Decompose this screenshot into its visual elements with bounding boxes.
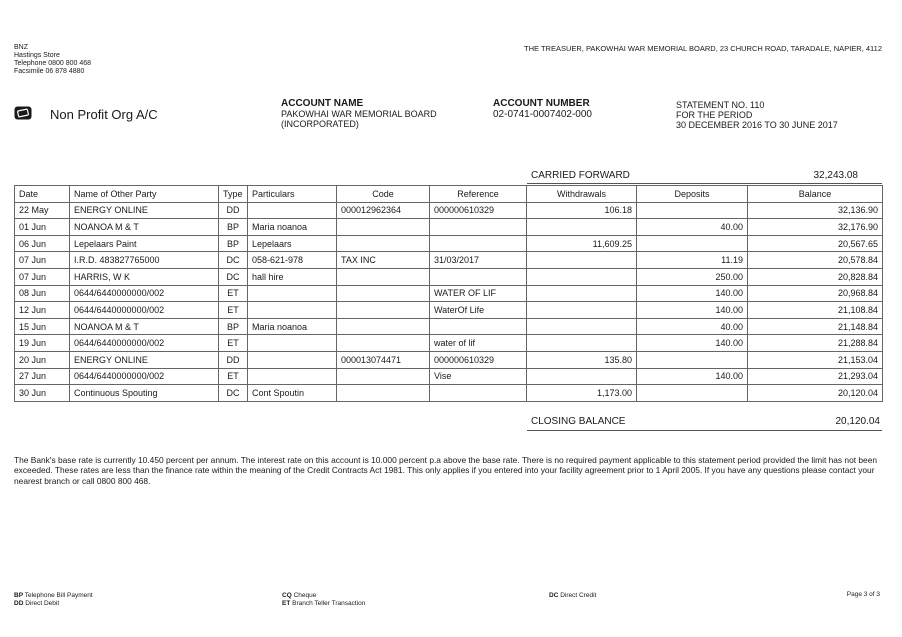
table-row [15, 368, 883, 385]
cell-party: I.R.D. 483827765000 [70, 252, 219, 269]
cell-particulars [248, 368, 337, 385]
cell-withdrawals [527, 368, 637, 385]
account-name-line2: (INCORPORATED) [281, 119, 359, 129]
cell-deposits: 40.00 [637, 318, 748, 335]
cell-party: HARRIS, W K [70, 268, 219, 285]
cell-code [337, 318, 430, 335]
cell-balance: 21,108.84 [748, 302, 883, 319]
cell-reference: Vise [430, 368, 527, 385]
cell-withdrawals [527, 318, 637, 335]
table-header-row [15, 186, 883, 203]
legend-column-1 [14, 592, 93, 608]
cell-code [337, 368, 430, 385]
cell-code [337, 302, 430, 319]
cell-reference: WATER OF LIF [430, 285, 527, 302]
cell-withdrawals: 11,609.25 [527, 235, 637, 252]
col-header-withdrawals: Withdrawals [527, 186, 637, 203]
cell-code: TAX INC [337, 252, 430, 269]
cell-reference: 000000610329 [430, 202, 527, 219]
bank-address-block [14, 44, 91, 76]
cell-party: NOANOA M & T [70, 219, 219, 236]
cell-reference [430, 268, 527, 285]
cell-date: 06 Jun [15, 235, 70, 252]
table-row [15, 285, 883, 302]
cell-date: 12 Jun [15, 302, 70, 319]
cell-balance: 20,578.84 [748, 252, 883, 269]
cell-date: 19 Jun [15, 335, 70, 352]
legend-bp-text: Telephone Bill Payment [24, 592, 93, 599]
cell-type: BP [219, 219, 248, 236]
cell-code [337, 285, 430, 302]
cell-party: ENERGY ONLINE [70, 202, 219, 219]
bank-card-icon [14, 106, 32, 120]
cell-particulars: Maria noanoa [248, 318, 337, 335]
cell-date: 30 Jun [15, 385, 70, 402]
bank-name: BNZ [14, 44, 28, 51]
cell-particulars [248, 285, 337, 302]
cell-deposits [637, 385, 748, 402]
statement-period: 30 DECEMBER 2016 TO 30 JUNE 2017 [676, 120, 838, 130]
account-name-block [281, 98, 437, 129]
closing-balance-rule [527, 430, 882, 431]
statement-period-label: FOR THE PERIOD [676, 110, 753, 120]
col-header-particulars: Particulars [248, 186, 337, 203]
cell-code [337, 385, 430, 402]
legend-dd-code: DD [14, 600, 24, 607]
legend-column-2 [282, 592, 365, 608]
table-row [15, 252, 883, 269]
cell-type: ET [219, 302, 248, 319]
cell-type: DC [219, 252, 248, 269]
cell-deposits: 11.19 [637, 252, 748, 269]
legend-bp-code: BP [14, 592, 24, 599]
cell-party: ENERGY ONLINE [70, 351, 219, 368]
cell-deposits: 140.00 [637, 368, 748, 385]
cell-balance: 20,968.84 [748, 285, 883, 302]
cell-withdrawals [527, 285, 637, 302]
table-row [15, 219, 883, 236]
cell-type: ET [219, 335, 248, 352]
interest-rate-disclaimer: The Bank's base rate is currently 10.450 percent per annum. The interest rate on this account is 10.000 percent p.a above the base rate. There is no required payment applicable to this statement period provided the limit has not been exceeded. These rates are less than the finance rate within the meaning of the Credit Contracts Act 1981. This only applies if you entered into your facility agreement prior to 1 April 2005. If you have any questions please contact your nearest branch or call 0800 800 468. [14, 455, 878, 486]
cell-withdrawals [527, 252, 637, 269]
cell-reference [430, 235, 527, 252]
statement-number: STATEMENT NO. 110 [676, 100, 765, 110]
carried-forward-label: CARRIED FORWARD [531, 170, 630, 181]
cell-reference [430, 219, 527, 236]
statement-block [676, 100, 838, 130]
cell-date: 15 Jun [15, 318, 70, 335]
col-header-reference: Reference [430, 186, 527, 203]
cell-date: 20 Jun [15, 351, 70, 368]
cell-particulars: Maria noanoa [248, 219, 337, 236]
cell-date: 01 Jun [15, 219, 70, 236]
account-number-block [493, 98, 592, 120]
col-header-type: Type [219, 186, 248, 203]
col-header-deposits: Deposits [637, 186, 748, 203]
account-name-line1: PAKOWHAI WAR MEMORIAL BOARD [281, 109, 437, 119]
cell-code [337, 335, 430, 352]
cell-deposits: 140.00 [637, 335, 748, 352]
cell-reference: water of lif [430, 335, 527, 352]
table-row [15, 235, 883, 252]
cell-reference: 31/03/2017 [430, 252, 527, 269]
cell-code [337, 235, 430, 252]
cell-date: 22 May [15, 202, 70, 219]
cell-type: ET [219, 368, 248, 385]
col-header-code: Code [337, 186, 430, 203]
cell-deposits [637, 235, 748, 252]
carried-forward-value: 32,243.08 [813, 170, 858, 181]
cell-code [337, 268, 430, 285]
account-name-label: ACCOUNT NAME [281, 98, 364, 109]
legend-cq-code: CQ [282, 592, 292, 599]
bank-branch: Hastings Store [14, 52, 60, 59]
cell-party: Continuous Spouting [70, 385, 219, 402]
col-header-balance: Balance [748, 186, 883, 203]
cell-date: 08 Jun [15, 285, 70, 302]
cell-type: DD [219, 202, 248, 219]
table-row [15, 335, 883, 352]
table-row [15, 351, 883, 368]
cell-date: 07 Jun [15, 268, 70, 285]
cell-deposits [637, 202, 748, 219]
account-type: Non Profit Org A/C [50, 107, 158, 122]
cell-balance: 32,176.90 [748, 219, 883, 236]
cell-particulars [248, 335, 337, 352]
account-number-label: ACCOUNT NUMBER [493, 98, 590, 109]
cell-balance: 21,148.84 [748, 318, 883, 335]
cell-type: ET [219, 285, 248, 302]
page-number: Page 3 of 3 [846, 591, 880, 598]
table-row [15, 268, 883, 285]
carried-forward-rule [527, 183, 882, 184]
col-header-date: Date [15, 186, 70, 203]
cell-balance: 32,136.90 [748, 202, 883, 219]
account-number: 02-0741-0007402-000 [493, 109, 592, 120]
cell-deposits: 140.00 [637, 285, 748, 302]
cell-type: BP [219, 318, 248, 335]
cell-balance: 21,153.04 [748, 351, 883, 368]
closing-balance-label: CLOSING BALANCE [531, 416, 626, 427]
cell-code: 000013074471 [337, 351, 430, 368]
cell-withdrawals [527, 302, 637, 319]
recipient-address: THE TREASUER, PAKOWHAI WAR MEMORIAL BOARD, 23 CHURCH ROAD, TARADALE, NAPIER, 4112 [524, 44, 882, 53]
cell-particulars: Cont Spoutin [248, 385, 337, 402]
cell-date: 27 Jun [15, 368, 70, 385]
cell-party: 0644/6440000000/002 [70, 285, 219, 302]
cell-code [337, 219, 430, 236]
cell-withdrawals [527, 268, 637, 285]
transactions-body [15, 202, 883, 401]
cell-balance: 20,828.84 [748, 268, 883, 285]
cell-particulars [248, 351, 337, 368]
cell-balance: 20,120.04 [748, 385, 883, 402]
cell-withdrawals: 1,173.00 [527, 385, 637, 402]
cell-reference: 000000610329 [430, 351, 527, 368]
legend-et-text: Branch Teller Transaction [292, 600, 366, 607]
table-row [15, 202, 883, 219]
cell-withdrawals: 135.80 [527, 351, 637, 368]
table-row [15, 302, 883, 319]
cell-particulars [248, 202, 337, 219]
closing-balance-value: 20,120.04 [835, 416, 880, 427]
cell-particulars: 058-621-978 [248, 252, 337, 269]
cell-type: DC [219, 385, 248, 402]
cell-balance: 21,293.04 [748, 368, 883, 385]
cell-reference: WaterOf Life [430, 302, 527, 319]
table-row [15, 385, 883, 402]
cell-party: NOANOA M & T [70, 318, 219, 335]
cell-deposits: 140.00 [637, 302, 748, 319]
bank-telephone: Telephone 0800 800 468 [14, 60, 92, 67]
cell-party: 0644/6440000000/002 [70, 368, 219, 385]
cell-type: BP [219, 235, 248, 252]
cell-deposits: 40.00 [637, 219, 748, 236]
legend-dc-code: DC [549, 592, 559, 599]
cell-date: 07 Jun [15, 252, 70, 269]
cell-deposits [637, 351, 748, 368]
col-header-party: Name of Other Party [70, 186, 219, 203]
legend-dd-text: Direct Debit [25, 600, 60, 607]
cell-particulars: hall hire [248, 268, 337, 285]
cell-party: Lepelaars Paint [70, 235, 219, 252]
cell-reference [430, 318, 527, 335]
cell-reference [430, 385, 527, 402]
cell-type: DC [219, 268, 248, 285]
cell-particulars [248, 302, 337, 319]
legend-et-code: ET [282, 600, 291, 607]
cell-balance: 20,567.65 [748, 235, 883, 252]
cell-code: 000012962364 [337, 202, 430, 219]
cell-party: 0644/6440000000/002 [70, 335, 219, 352]
legend-dc-text: Direct Credit [560, 592, 597, 599]
legend-column-3 [549, 592, 596, 600]
cell-withdrawals [527, 335, 637, 352]
cell-deposits: 250.00 [637, 268, 748, 285]
cell-particulars: Lepelaars [248, 235, 337, 252]
transactions-table [14, 185, 883, 402]
legend-cq-text: Cheque [293, 592, 317, 599]
table-row [15, 318, 883, 335]
cell-withdrawals: 106.18 [527, 202, 637, 219]
bank-facsimile: Facsimile 06 878 4880 [14, 68, 85, 75]
cell-balance: 21,288.84 [748, 335, 883, 352]
cell-type: DD [219, 351, 248, 368]
cell-party: 0644/6440000000/002 [70, 302, 219, 319]
cell-withdrawals [527, 219, 637, 236]
